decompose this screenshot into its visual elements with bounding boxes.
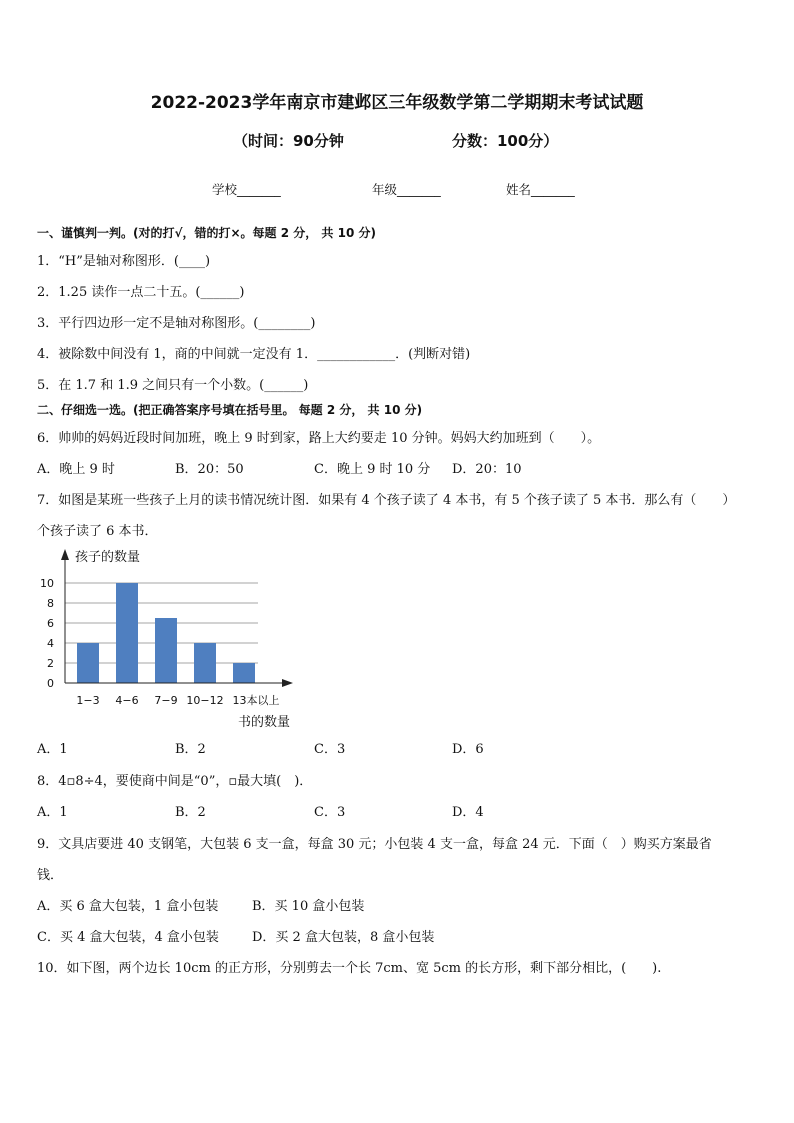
x-tick-label: 13本以上: [232, 694, 280, 707]
y-axis-arrow: [61, 549, 69, 560]
question-2: 2．1.25 读作一点二十五。(______): [37, 285, 245, 300]
question-7-line-2: 个孩子读了 6 本书．: [37, 524, 158, 539]
q9-option-b[interactable]: B．买 10 盒小包装: [252, 899, 365, 914]
name-field[interactable]: 姓名_______: [506, 182, 575, 197]
x-tick-label: 7−9: [154, 694, 178, 707]
question-9-line-2: 钱．: [37, 868, 64, 883]
chart-labels: [40, 577, 280, 707]
bar: [233, 663, 255, 683]
x-tick-label: 10−12: [186, 694, 224, 707]
x-tick-label: 4−6: [115, 694, 139, 707]
y-tick-label: 2: [47, 657, 54, 670]
bar: [155, 618, 177, 683]
q6-option-b[interactable]: B．20：50: [175, 462, 244, 477]
bar: [116, 583, 138, 683]
exam-score: 分数：100分）: [452, 132, 559, 150]
q8-option-b[interactable]: B．2: [175, 805, 206, 820]
chart-bars: [77, 583, 255, 683]
y-tick-label: 4: [47, 637, 54, 650]
q7-option-d[interactable]: D．6: [452, 742, 484, 757]
question-1: 1．“H”是轴对称图形．(____): [37, 254, 211, 269]
grade-field[interactable]: 年级_______: [372, 182, 441, 197]
school-field[interactable]: 学校_______: [212, 182, 281, 197]
y-tick-label: 0: [47, 677, 54, 690]
y-tick-label: 10: [40, 577, 54, 590]
exam-title: 2022-2023学年南京市建邺区三年级数学第二学期期末考试试题: [150, 93, 644, 113]
q7-option-c[interactable]: C．3: [314, 742, 346, 757]
x-tick-label: 1−3: [76, 694, 100, 707]
question-8: 8．4▫8÷4，要使商中间是“0”，▫最大填( )．: [37, 774, 313, 789]
question-9-line-1: 9．文具店要进 40 支钢笔，大包装 6 支一盒，每盒 30 元；小包装 4 支一盒，每盒 24 元．下面（ ）购买方案最省: [37, 837, 712, 852]
exam-time: （时间：90分钟: [233, 132, 344, 150]
q8-option-a[interactable]: A．1: [37, 805, 68, 820]
question-5: 5．在 1.7 和 1.9 之间只有一个小数。(______): [37, 378, 309, 393]
y-tick-label: 8: [47, 597, 54, 610]
section-2-heading: 二、仔细选一选。(把正确答案序号填在括号里。 每题 2 分， 共 10 分): [37, 403, 423, 417]
q6-option-d[interactable]: D．20：10: [452, 462, 522, 477]
q9-option-c[interactable]: C．买 4 盒大包装，4 盒小包装: [37, 930, 219, 945]
question-3: 3．平行四边形一定不是轴对称图形。(________): [37, 316, 316, 331]
q9-option-d[interactable]: D．买 2 盒大包装，8 盒小包装: [252, 930, 435, 945]
q6-option-a[interactable]: A．晚上 9 时: [37, 462, 115, 477]
q9-option-a[interactable]: A．买 6 盒大包装，1 盒小包装: [37, 899, 219, 914]
question-6: 6．帅帅的妈妈近段时间加班，晚上 9 时到家，路上大约要走 10 分钟。妈妈大约加班到（ ）。: [37, 431, 601, 446]
question-10: 10．如下图，两个边长 10cm 的正方形，分别剪去一个长 7cm、宽 5cm 的长方形，剩下部分相比，( ).: [37, 961, 662, 976]
question-4: 4．被除数中间没有 1，商的中间就一定没有 1．____________．(判断对错): [37, 347, 471, 362]
bar: [77, 643, 99, 683]
y-axis-title: 孩子的数量: [75, 550, 141, 565]
chart-grid: [65, 583, 258, 663]
bar: [194, 643, 216, 683]
q8-option-d[interactable]: D．4: [452, 805, 484, 820]
x-axis-title: 书的数量: [238, 715, 291, 730]
q7-option-b[interactable]: B．2: [175, 742, 206, 757]
q6-option-c[interactable]: C．晚上 9 时 10 分: [314, 462, 431, 477]
x-axis-arrow: [282, 679, 293, 687]
q7-option-a[interactable]: A．1: [37, 742, 68, 757]
q8-option-c[interactable]: C．3: [314, 805, 346, 820]
question-7-line-1: 7．如图是某班一些孩子上月的读书情况统计图．如果有 4 个孩子读了 4 本书，有 5 个孩子读了 5 本书．那么有（ ）: [37, 493, 736, 508]
y-tick-label: 6: [47, 617, 54, 630]
section-1-heading: 一、谨慎判一判。(对的打√，错的打×。每题 2 分， 共 10 分): [37, 226, 376, 240]
